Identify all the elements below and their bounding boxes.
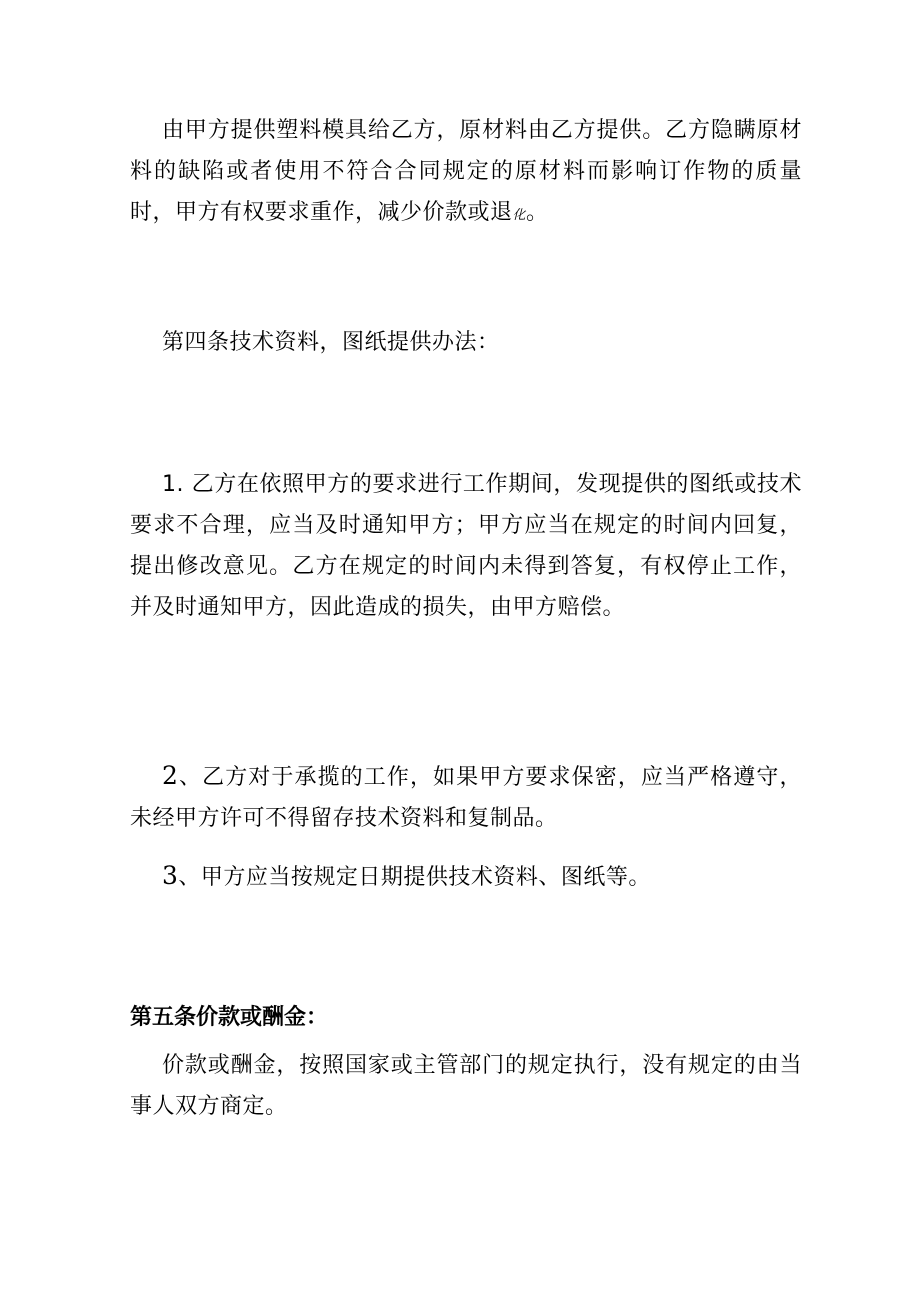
paragraph-raw-materials-text: 由甲方提供塑料模具给乙方，原材料由乙方提供。乙方隐瞒原材料的缺陷或者使用不符合合同规定的原材料而影响订作物的质量时，甲方有权要求重作，减少价款或退 [130,118,802,225]
item-3-text: 、甲方应当按规定日期提供技术资料、图纸等。 [178,865,651,890]
paragraph-raw-materials [130,110,802,236]
item-3-number: 3 [162,861,179,890]
item-1-paragraph: 1. 乙方在依照甲方的要求进行工作期间，发现提供的图纸或技术要求不合理，应当及时通知甲方；甲方应当在规定的时间内回复，提出修改意见。乙方在规定的时间内未得到答复，有权停止工作，并及时通知甲方，因此造成的损失，由甲方赔偿。 [130,472,802,620]
article-5-body: 价款或酬金，按照国家或主管部门的规定执行，没有规定的由当事人双方商定。 [130,1053,802,1119]
article-5-heading: 第五条价款或酬金： [130,1005,329,1030]
item-2-text: 、乙方对于承揽的工作，如果甲方要求保密，应当严格遵守，未经甲方许可不得留存技术资料和复制品。 [130,765,802,831]
trailing-small-glyph: 化 [512,208,527,223]
item-2-paragraph [130,755,802,839]
article-4-heading: 第四条技术资料，图纸提供办法： [162,330,500,355]
item-3-paragraph [130,855,802,898]
item-2-number: 2 [162,761,179,790]
paragraph-end-mark: 。 [526,200,549,225]
